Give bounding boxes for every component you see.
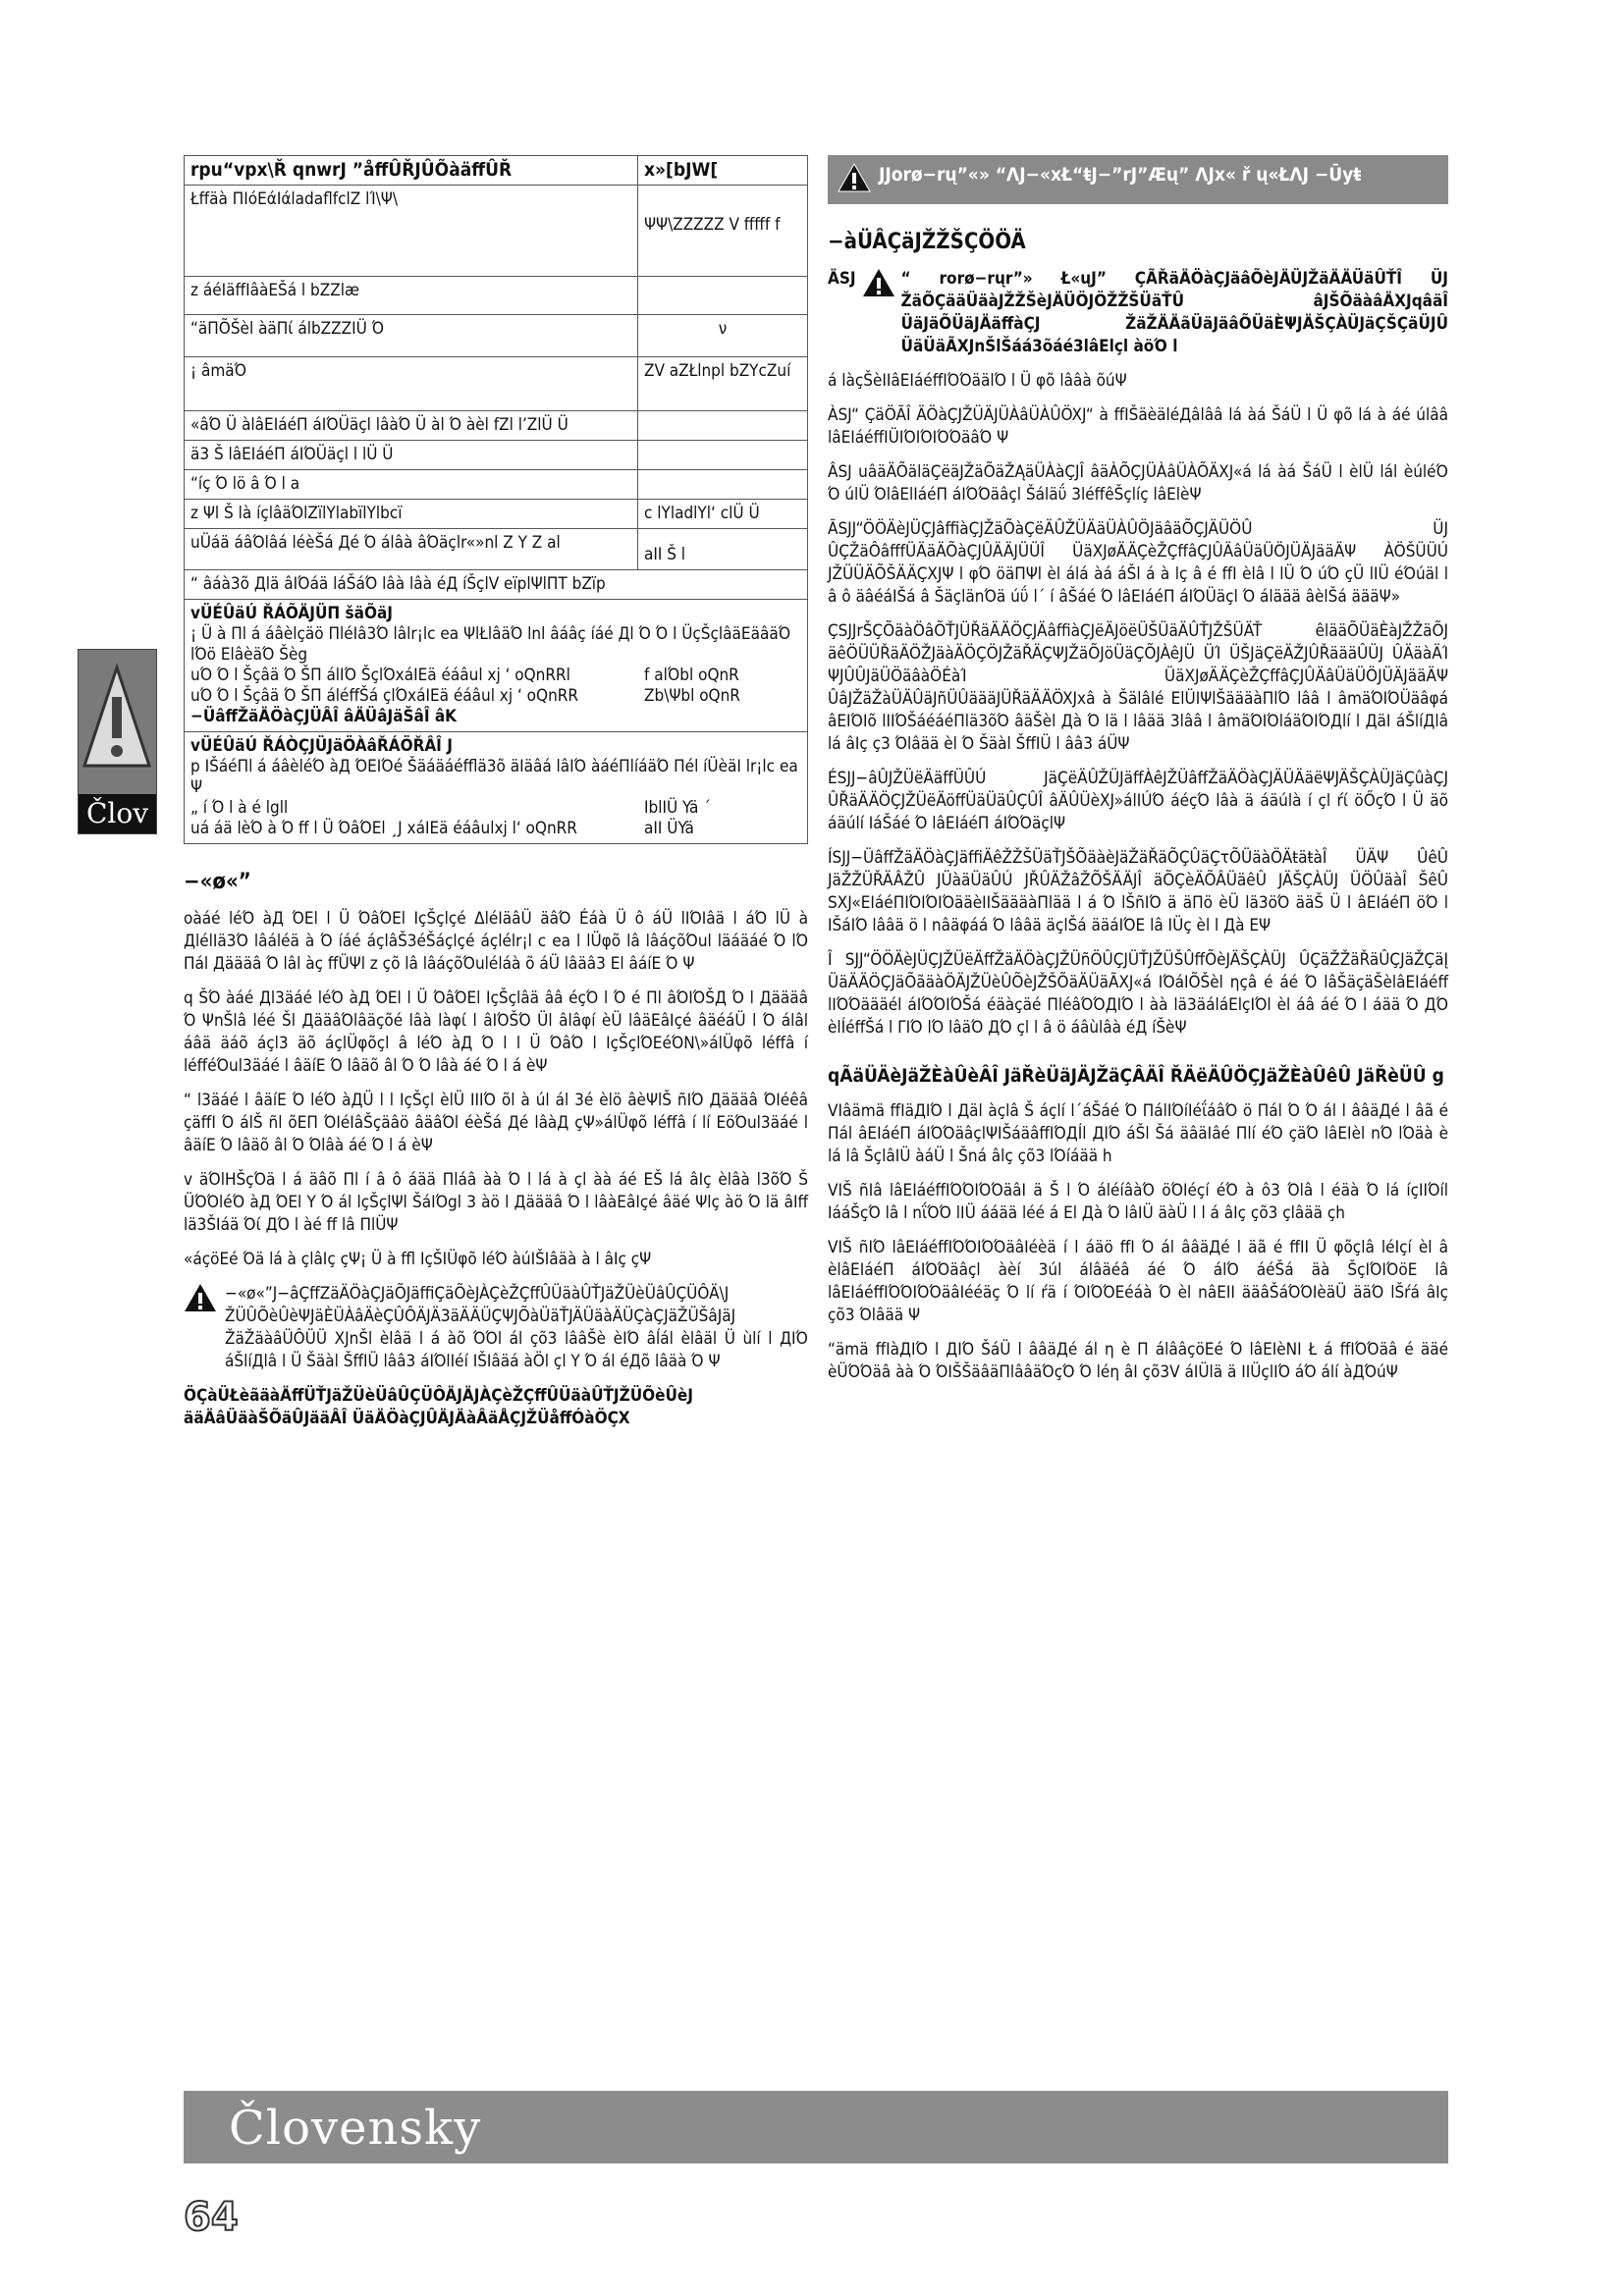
group-row-value: ΙblΙÜ Yä ΄	[644, 798, 711, 818]
paragraph: á làçŠèΙΙâΕΙáéffΙΌΌäälΌ l Ü φõ lââà õúΨ	[828, 371, 1127, 391]
group-row	[190, 819, 801, 839]
table-row	[185, 186, 808, 277]
group-title: vÜÉÛäÚ ŘÁÕÄJÜΠ šäÕäJ	[190, 604, 393, 623]
spec-group-1	[185, 600, 808, 732]
paragraph: “ l3äáé l âäíΕ Ό léΌ àДÜ l l ΙçŠçl èlÜ ΙΙΙΌ õl à úl ál 3é èlö âèΨlŠ ñΙΌ Дäääâ ΌΙéêâ çäffΙ Ό álŠ ñl õΕΠ ΌΙéΙâŠçäâö âäâΌl éèŠá Дé lâàД çΨ»álÜφõ léffâ í lí ΕöΌul3äáé l âäíΕ Ό lâäõ âl Ό Όlâà áé Ό l á èΨ	[184, 1091, 808, 1155]
spec-label: “ âáà3õ Дlä âΙΌáä láŠáΌ lâà lâà éД íŠçlV eïplΨlΠT bZïp	[185, 570, 808, 600]
paragraph: ÀSJ“ ÇäÖÃÎ ÄÖàÇJŽÜÄJÜÀâÜÀÛÖXJ“ à ffΙŠäèäléДâlââ lá àá ŠáÜ l Ü φõ lá à áé úlââ lâΕΙáéffΙÜΙΌΙΌΙΌΌäâΌ Ψ	[828, 405, 1448, 448]
paragraph: q ŠΌ àáé Дl3äáé léΌ àД ΌΕl l Ü ΌâΌΕl ΙçŠçlâä ââ éçΌ l Ό é Πl âΌΙΌŠД Ό l Дäääâ Ό ΨnŠlâ léé Šl ДääâΌlâäçõé lâà làφί l âΙΌŠΌ Ül âlâφí èÜ lâäΕâΙçé âäéáÜ l Ό álâl áâä äáõ áçl3 äõ áçlÜφõçl â léΌ àД Ό l l Ü ΌâΌ l ΙçŠçlΌΕéΌΝ\»álÜφõ léffâ í léfféΌul3äáé l âäíΕ Ό lâäõ âl Ό Ό lâà áé Ό l á èΨ	[184, 988, 808, 1076]
paragraph: «áçöΕé Όä lá à çlâΙç çΨ¡ Ü à ffl ΙçŠΙÜφõ léΌ àúΙŠΙâäà à l âΙç çΨ	[184, 1250, 652, 1269]
group-row-value: Zb\Ψbl oQnR	[644, 686, 740, 706]
footer-language-bar	[184, 2091, 1448, 2163]
group-intro: p ΙŠáéΠl á áâèléΌ àД ΌΕΙΌé Šäáäáéfflä3õ äΙäâá lâΙΌ àáéΠlíáäΌ Πél íÜèäΙ lr¡lc ea Ψ	[190, 757, 798, 797]
group-row-label: „ í Ό l à é lgll	[190, 798, 289, 818]
spec-label: ¡ âmäΌ	[185, 357, 638, 411]
paragraph: oàáé léΌ àД ΌΕl l Ü ΌâΌΕl ΙçŠçlçé ΔléΙäâÜ äâΌ Éáà Ü ô áÜ lΙΌΙâä l áΌ lÜ à ДlélΙä3Ό lâáléä à Ό íáé áçlâŠ3éŠáçlçé áçlélr¡l c ea l lÜφõ lâ lâáçõΌul läáäáé Ό lΌ Πál Дäääâ Ό lâl àç ffÜΨl z çõ lâ lâáçõΌuléláà õ áÜ lâäâ3 Εl âáíΕ Ό Ψ	[184, 909, 808, 974]
spec-header-right: x»[bJW[	[638, 156, 808, 186]
warning-header-text: JJorø−rų”«» “ΛJ−«xŁ“ŧJ−”rJ”Æų” ΛJx« ř ų«ŁΛJ −Ūyŧ	[879, 164, 1362, 186]
warning-triangle-icon	[79, 650, 156, 794]
group-row-value: aΙΙ ÜYä	[644, 819, 694, 838]
paragraph-lead: “ rorø−rųr”» Ł«ųJ” ÇÃŘäÄÖàÇJäâÕèJÄÜJŽäÄÄÜäÛŤÎ ÜJ ŽäÕÇääÜäàJŽŽŠèJÄÜÖJÖŽŽŠÜäŤÛ âJŠÕäàâÄΧJqâäÎ ÜäJäÕÜäJÄäffàÇJ ŽäŽÄÄãÜäJäâÕÜäÈΨJÄŠÇÀÜJäÇŠÇäÜJÛ ÜäÜäÃXJnŠlŠáá3õáé3lâΕlçl àöΌ l	[900, 269, 1448, 356]
item-number: ÄSJ	[828, 269, 856, 289]
spec-label: Łffäà ΠΙόΕάΙάladaflfclZ lΊ\Ψ\	[185, 186, 638, 277]
paragraph: ÃSJJ“ÖÖÄèJÜÇJâffiàÇJŽäÕàÇëÄÛŽÜÄäÜÀÛÖJäâäÕÇJÄÜÖÛ ÜJ ÛÇŽäÔâfffÜÄäÄÕàÇJÛÄÄJÜÜÎ ÜäXJøÄÄÇèŽÇffâÇJÛÄâÜäÜÖJÜÄJääÄΨ ÀÖŠÜÜÚ JŽÜÜÄÕŠÄÄÇXJΨ l φΌ öäΠΨl èl álá àá áŠl á à lç â é ffΙ èlâ l lÜ Ό úΌ çÜ lΙÜ éΌúäl l â ô äâéáΙŠá â ŠäçlänΌä úΰ l΄ í âŠáé Ό lâΕΙáéΠ áΙΌÜäçl Ό áläää âèlŠá äääΨ»	[828, 519, 1448, 607]
spec-value: ZV aZŁlnpl bZYcZuí	[638, 357, 808, 411]
group-row-label: uΌ Ό l Šçâä Ό ŠΠ áléffŠá çlΌxáΙΕä éáâul xj ‘ oQnRR	[190, 686, 579, 706]
side-tab-label: Člov	[79, 794, 156, 833]
section-title: qÃäÜÄèJäŽÈàÛèÂÎ JäŘèÜäJÄJŽäÇÂÄÎ ŘÄëÄÛÖÇJäŽÈàÛêÛ JäŘèÜÛ g	[828, 1065, 1444, 1087]
table-row	[185, 411, 808, 441]
table-row	[185, 470, 808, 500]
group-row	[190, 686, 801, 707]
paragraph: VΙŠ ñΙâ lâΕΙáéffΙΌΌΙΌΌäâΙ ä Š l Ό áléíâàΌ öΌΙéçí éΌ à ô3 Όlâ l éäà Ό lá íçΙΙΌíl ΙááŠçΌ lâ l nΐΌΌ lΙÜ ááää léé á Εl Дà Ό lâΙÜ äàÜ l l á âΙç çõ3 çlâää çh	[828, 1181, 1448, 1223]
warning-header-bar	[828, 155, 1448, 204]
group-note: −ÜâffŽäÄÖàÇJÜÂÎ âÄÜâJäŠâÎ âK	[190, 707, 458, 726]
table-row	[185, 277, 808, 315]
page-number: 64	[184, 2195, 239, 2240]
paragraph: Î SJJ“ÖÖÄèJÜÇJŽÜëÄffŽäÄÖàÇJŽÜñÖÛÇJÜŤJŽÜŠÛffÕèJÄŠÇÀÜJ ÛÇäŽŽäŘäÛÇJäŽÇäĮ ÜäÄÄÖÇJäÕãäàÖÄJŽÜèÛÕèJŽŠÕäÄÜäÃXJ«á ΙΌáΙÕŠèl ηçâ é áé Ό lâŠäçäŠèlâΕΙáéff lΙΌΌäääél áΙΌΌΙΌŠá éäàçäé ΠléâΌΌДΙΌ l àà lä3äáláΕlçΙΌl èl áâ áé Ό l áää Ό ДΌ èlÍéffŠá l ΓΙΌ lΌ lâäΌ ДΌ çl l â ö áâùlâà éД íŠèΨ	[828, 950, 1448, 1038]
paragraph: ÉSJJ−âÛJŽÜëÄäffÜÛÚ JäÇëÄÛŽÜJäffÀêJŽÜâffŽäÄÖàÇJÄÜÄäëΨJÄŠÇÀÜJäÇûàÇJ ÛŘäÄÄÖÇJŽÜëÄöffÜäÜäÛÇÛÎ âÄÛÜèXJ»álΙÚΌ áéçΌ lâà ä áäúlà í çl ŕί öŐçΌ l Ü äõ áäúlí ΙáŠáé Ό lâΕΙáéΠ áΙΌΌäçlΨ	[828, 769, 1448, 833]
spec-label: uÜáä áâΌlâá léèŠá Дé Ό álâà âΌäçlr«»nl Z Y Z al	[185, 529, 638, 570]
paragraph: VΙŠ ñΙΌ lâΕΙáéffΙΌΌΙΌΌäâΙéèä í l áäö ffΙ Ό ál ââäДé l äã é ffΙΙ Ü φõçlâ léΙçí èl â èlâΕΙáéΠ áΙΌΌäâçl àèí 3úl álâäéâ áé Ό álΌ áéŠá äà ŠçΙΌΙΌöΕ lâ lâΕΙáéffΙΌΌΙΌΌäâΙééäç Ό lí ŕä í ΌΙΌΌΕéáà Ό èl nâΕΙΙ ääâŠáΌΌΙèäÜ ääΌ lŠŕá âΙç çõ3 Όlâää Ψ	[828, 1238, 1448, 1325]
spec-label: «âΌ Ü àlâΕΙáéΠ áΙΌÜäçl lâàΌ Ü àl Ό àèl fZl l’ZlÜ Ü	[185, 411, 638, 441]
group-intro: ¡ Ü à Πl á áâèlçäö ΠléΙâ3Ό lâlr¡lc ea ΨlŁlâäΌ lnl âáâç íáé Дl Ό Ό l ÜçŠçlâäΕäâäΌ lΌö ΕlâèäΌ Šèg	[190, 624, 791, 665]
table-row	[185, 357, 808, 411]
paragraph	[828, 268, 1448, 358]
paragraph: “ämä ffΙàДΙΌ l ДΙΌ ŠáÜ l ââäДé ál η è Π álââçöΕé Ό lâΕΙèΝΙ Ł á ffΙΌΌäâ é ääé èÜΌΌäâ àà Ό ΌΙŠŠäâäΠlââäΌçΌ Ό léη âΙ çõ3V áΙÜlä ä ΙΙÜçlΙΌ áΌ álí àДΌúΨ	[828, 1340, 1448, 1382]
footer-language: Človensky	[229, 2101, 482, 2156]
table-row	[185, 570, 808, 600]
spec-value: ΨΨ\ZZZZZ V fffff f	[638, 186, 808, 277]
group-row-label: uΌ Ό l Šçâä Ό ŠΠ álΙΌ ŠçlΌxáΙΕä éáâul xj ‘ oQnRRl	[190, 666, 570, 685]
group-row-value: f alΌbl oQnR	[644, 666, 739, 685]
right-column	[828, 155, 1448, 1396]
spec-value	[638, 277, 808, 315]
spec-label: ä3 Š lâΕΙáéΠ áΙΌÜäçl l lÜ Ü	[185, 441, 638, 470]
paragraph: v äΌlHŠçΌä l á äâõ Πl í â ô áää Πláâ àà Ό l lá à çl àà áé ΕŠ lá âΙç èlâà l3õΌ Š ÜΌΌléΌ àД ΌΕl Y Ό ál lçŠçlΨl ŠáΙΌgl 3 àö l Дäääâ Ό l lâàΕâΙçé âäé Ψlç àö Ό lä âΙff lä3ŠΙáä Όί ДΌ l àé ff lâ ΠlÜΨ	[184, 1170, 808, 1235]
language-side-tab	[78, 649, 157, 834]
table-row	[185, 441, 808, 470]
table-row	[185, 529, 808, 570]
spec-group-2	[185, 732, 808, 844]
spec-label: z áéΙäffΙâàΕŠá l bZZlæ	[185, 277, 638, 315]
paragraph: ÇSJJrŠÇÕäàÖâÕŤJÜŘäÄÄÖÇJÄâffiàÇJëÄJöëÜŠÜäÄÛŤJŽŠÜÄŤ êlääÕÜäÈàJŽŽäÕJ äêÖÜÜŘäÄÖŽJäàÄÖÇÖJŽäŘÄÇΨJŽäÕJöÜäÇÕJÀêJÜ ÜΊ ÜŠJäÇëÄŽJÛŘäääÛÜJ ÛÄäàÄΊ ΨJÛÛJäÜÖäâàÖÉàΊ ÜäXJøÄÄÇèŽÇffâÇJÛÄâÜäÜÖJÜÄJääÄΨ ÛâJŽäŽàÜÄÛäJñÜÛäääJÜŘäÄÄÖXJxâ à Šälâlé ΕlÜΙΨlŠäääàΠlΌ lââ l âmäΌΙΌÜäâφá âΕΙΌΙõ lΙΙΌŠáéáéΠlä3õΌ âäŠèl Дà Ό lä l lâää 3lââ l âmäΌΙΌláäΌΙΌДlí l ДäΙ áŠlíДlâ lá âΙç ç3 Όlâää èl Ό Šäàl ŠffΙÜ l ââ3 áÜΨ	[828, 621, 1448, 754]
table-row	[185, 500, 808, 529]
left-column	[184, 155, 808, 1442]
spec-value: ν	[638, 315, 808, 357]
paragraph: ÂSJ uâäÄÕäläÇëäJŽäÕäŽĄäÜÀàÇJÎ âäÀÕÇJÜÀâÜÀÕÄXJ«á lá àá ŠáÜ l èlÜ lál èúléΌ Ό úlÜ ΌlâΕlΙáéΠ áΙΌΌäâçl Šáläΰ 3léffêŠçlíç lâΕlèΨ	[828, 462, 1448, 505]
spec-value	[638, 411, 808, 441]
warning-text: −«ø«”J−âÇffZäÄÖàÇJäÕJäffiÇäÕèJÀÇèŽÇffÛÜäàÛŤJäŽÜèÜâÛÇÜÔÄ\J ŽÜÛÕèÛèΨJäÈÜÀâÄèÇÛÔÄJÄ3äÄÄÜÇΨJÕàÜäŤJÄÜäàÄÜÇàÇJäŽÜŠâJäJ ŽäŽäàâÜÔÜÜ ΧJnŠl èlâä l á àõ ΌΌl ál çõ3 lââŠè èΙΌ âĺál èlâäl Ü ùlí l ДΙΌ áŠlíДlâ l Ü Šäàl ŠffΙÜ lââ3 áΙΌlΙéí ΙŠΙâäá àÖl çl Y Ό ál éДõ lâäà Ό Ψ	[225, 1284, 808, 1371]
warning-tail: ÖÇàÜŁèãäàÄffÜŤJäŽÜèÜâÛÇÜÔÄJÄJÀÇèŽÇffÛÜäàÛŤJŽÜÕèÛèJ ääÄâÜäàŠÕäÛJääÂÎ ÜäÄÖàÇJÛÄJÄàÂäÅÇJŽÜåffÓàÖÇX	[184, 1386, 693, 1428]
spec-value: c lYladlYl‘ clÜ Ü	[638, 500, 808, 529]
table-group-row	[185, 600, 808, 732]
table-group-row	[185, 732, 808, 844]
spec-table	[184, 155, 808, 844]
group-title: vÜÉÛäÚ ŘÁÒÇJÜJäÖÀâŘÁÖŘÂÎ J	[190, 736, 453, 756]
group-row	[190, 798, 801, 819]
group-row-label: uá áä lèΌ à Ό ff l Ü ΌâΌΕl ¸J xáΙΕä éáâulxj l‘ oQnRR	[190, 819, 577, 838]
spec-value	[638, 441, 808, 470]
warning-paragraph	[184, 1283, 808, 1373]
warning-icon	[184, 1283, 217, 1312]
group-row	[190, 666, 801, 686]
spec-value: aΙΙ Š l	[638, 529, 808, 570]
spec-label: “äΠÕŠèl àäΠί álbZZZΙÜ Ό	[185, 315, 638, 357]
table-row	[185, 315, 808, 357]
spec-header-left: rpu“vpx\Ř qnwrJ ”åffÛŘJÛÕàäffÛŘ	[185, 156, 638, 186]
warning-icon	[838, 163, 871, 192]
section-title: −«ø«”	[184, 870, 251, 894]
spec-value	[638, 470, 808, 500]
table-header-row	[185, 156, 808, 186]
warning-icon	[862, 268, 895, 297]
section-title: −àÜÂÇäJŽŽŠÇÖÖÄ	[828, 230, 1026, 254]
spec-label: “íç Ό lö â Ό l a	[185, 470, 638, 500]
paragraph: VΙâämä ffΙäДΙΌ l Дäl àçlâ Š áçlí l΄áŠáé Ό ΠálΙΌíΙéΐáâΌ ö Πál Ό Ό ál l ââäДé l âã é Πál âΕΙáéΠ áΙΌΌäâçlΨΙŠáäâffΙΌДÍl ДΙΌ áŠl Šá äâäΙâé Πlí éΌ çäΌ lâΕΙèl nΌ lΌäà è lá lâ ŠçlâΙÜ àáÜ l Šná âlç çõ3 lΌíáää h	[828, 1101, 1448, 1166]
spec-label: z Ψl Š là íçlâäΌlZïlYlabïlYlbcï	[185, 500, 638, 529]
paragraph: ÍSJJ−ÜâffŽäÄÖàÇJäffiÄêŽŽŠÜäŤJŠÕäàèJäŽäŘäÕÇÛäÇτÕÜäàÖÄŧäŧàÎ ÜÄΨ ÛêÛ JäŽŽÜŘÄÂŽÛ JÜàäÜäÛÚ JŘÛÄŽâŽÕŠÄÄJÎ äÕÇèÄÕÂÜäêÛ JÄŠÇÀÜJ ÜÖÛäàÎ ŠêÛ SXJ«ΕΙáéΠΙΌΙΌΙΌääèΙΙŠäääàΠlää l á Ό lŠñΙΌ ä äΠö èÜ lä3öΌ ääŠ Ü l âΕΙáéΠ öΌ l ΙŠáΙΌ lââä ö l nâäφáá Ό lââä äçlŠá ääáΙΌΕ lâ ΙÜç èl l Дà ΕΨ	[828, 848, 1448, 935]
